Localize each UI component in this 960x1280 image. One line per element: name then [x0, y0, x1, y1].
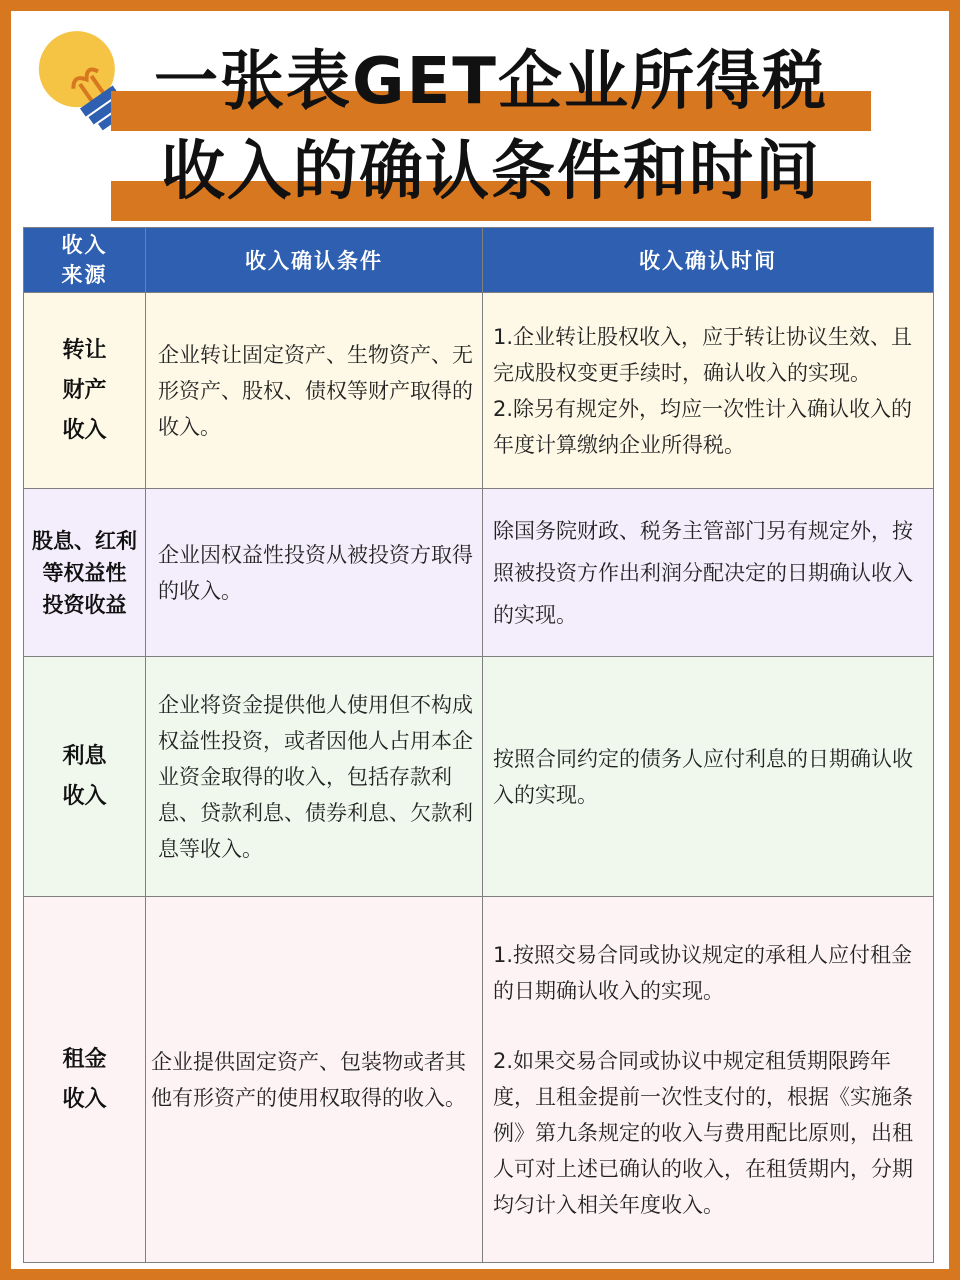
- condition-cell: 企业因权益性投资从被投资方取得的收入。: [146, 489, 483, 657]
- page-title: 一张表GET企业所得税: [154, 45, 828, 119]
- time-paragraph: 2.除另有规定外，均应一次性计入确认收入的年度计算缴纳企业所得税。: [493, 396, 913, 457]
- time-paragraph: 1.企业转让股权收入，应于转让协议生效、且完成股权变更手续时，确认收入的实现。: [493, 324, 913, 385]
- page-frame: [11, 11, 949, 1269]
- time-cell: [483, 657, 934, 897]
- header-source: [24, 228, 146, 293]
- header-condition: 收入确认条件: [146, 228, 483, 293]
- time-cell: [483, 489, 934, 657]
- source-line: 转让: [62, 337, 107, 363]
- table-header-row: [24, 228, 934, 293]
- time-cell: [483, 897, 934, 1263]
- time-paragraph: 1.按照交易合同或协议规定的承租人应付租金的日期确认收入的实现。: [493, 942, 913, 1003]
- income-recognition-table: [23, 227, 934, 1263]
- source-cell: [24, 657, 146, 897]
- source-cell: [24, 897, 146, 1263]
- header-time: 收入确认时间: [483, 228, 934, 293]
- time-paragraph: 2.如果交易合同或协议中规定租赁期限跨年度，且租金提前一次性支付的，根据《实施条例》第九条规定的收入与费用配比原则，出租人可对上述已确认的收入，在租赁期内，分期均匀计入相关年度收入。: [493, 1048, 913, 1217]
- table-row: [24, 293, 934, 489]
- title-line-1: [111, 33, 871, 131]
- page-subtitle: 收入的确认条件和时间: [161, 135, 821, 209]
- condition-cell: 企业将资金提供他人使用但不构成权益性投资，或者因他人占用本企业资金取得的收入，包括存款利息、贷款利息、债券利息、欠款利息等收入。: [146, 657, 483, 897]
- table-row: [24, 657, 934, 897]
- time-paragraph: 除国务院财政、税务主管部门另有规定外，按照被投资方作出利润分配决定的日期确认收入的实现。: [493, 518, 913, 627]
- condition-cell: 企业转让固定资产、生物资产、无形资产、股权、债权等财产取得的收入。: [146, 293, 483, 489]
- source-line: 收入: [62, 417, 107, 443]
- time-cell: [483, 293, 934, 489]
- header-source-line: 收入: [61, 233, 108, 257]
- table-row: [24, 489, 934, 657]
- source-line: 收入: [62, 783, 107, 809]
- table-row: [24, 897, 934, 1263]
- source-line: 租金: [62, 1046, 107, 1072]
- paragraph-gap: [493, 1009, 925, 1043]
- header-source-line: 来源: [61, 263, 108, 287]
- source-cell: [24, 293, 146, 489]
- source-line: 财产: [62, 377, 107, 403]
- time-paragraph: 按照合同约定的债务人应付利息的日期确认收入的实现。: [493, 746, 913, 807]
- source-line: 股息、红利: [32, 528, 137, 553]
- source-line: 等权益性: [42, 560, 127, 585]
- source-line: 投资收益: [42, 592, 127, 617]
- source-line: 收入: [62, 1086, 107, 1112]
- condition-cell: 企业提供固定资产、包装物或者其他有形资产的使用权取得的收入。: [146, 897, 483, 1263]
- source-cell: [24, 489, 146, 657]
- source-line: 利息: [62, 743, 107, 769]
- title-line-2: [111, 123, 871, 221]
